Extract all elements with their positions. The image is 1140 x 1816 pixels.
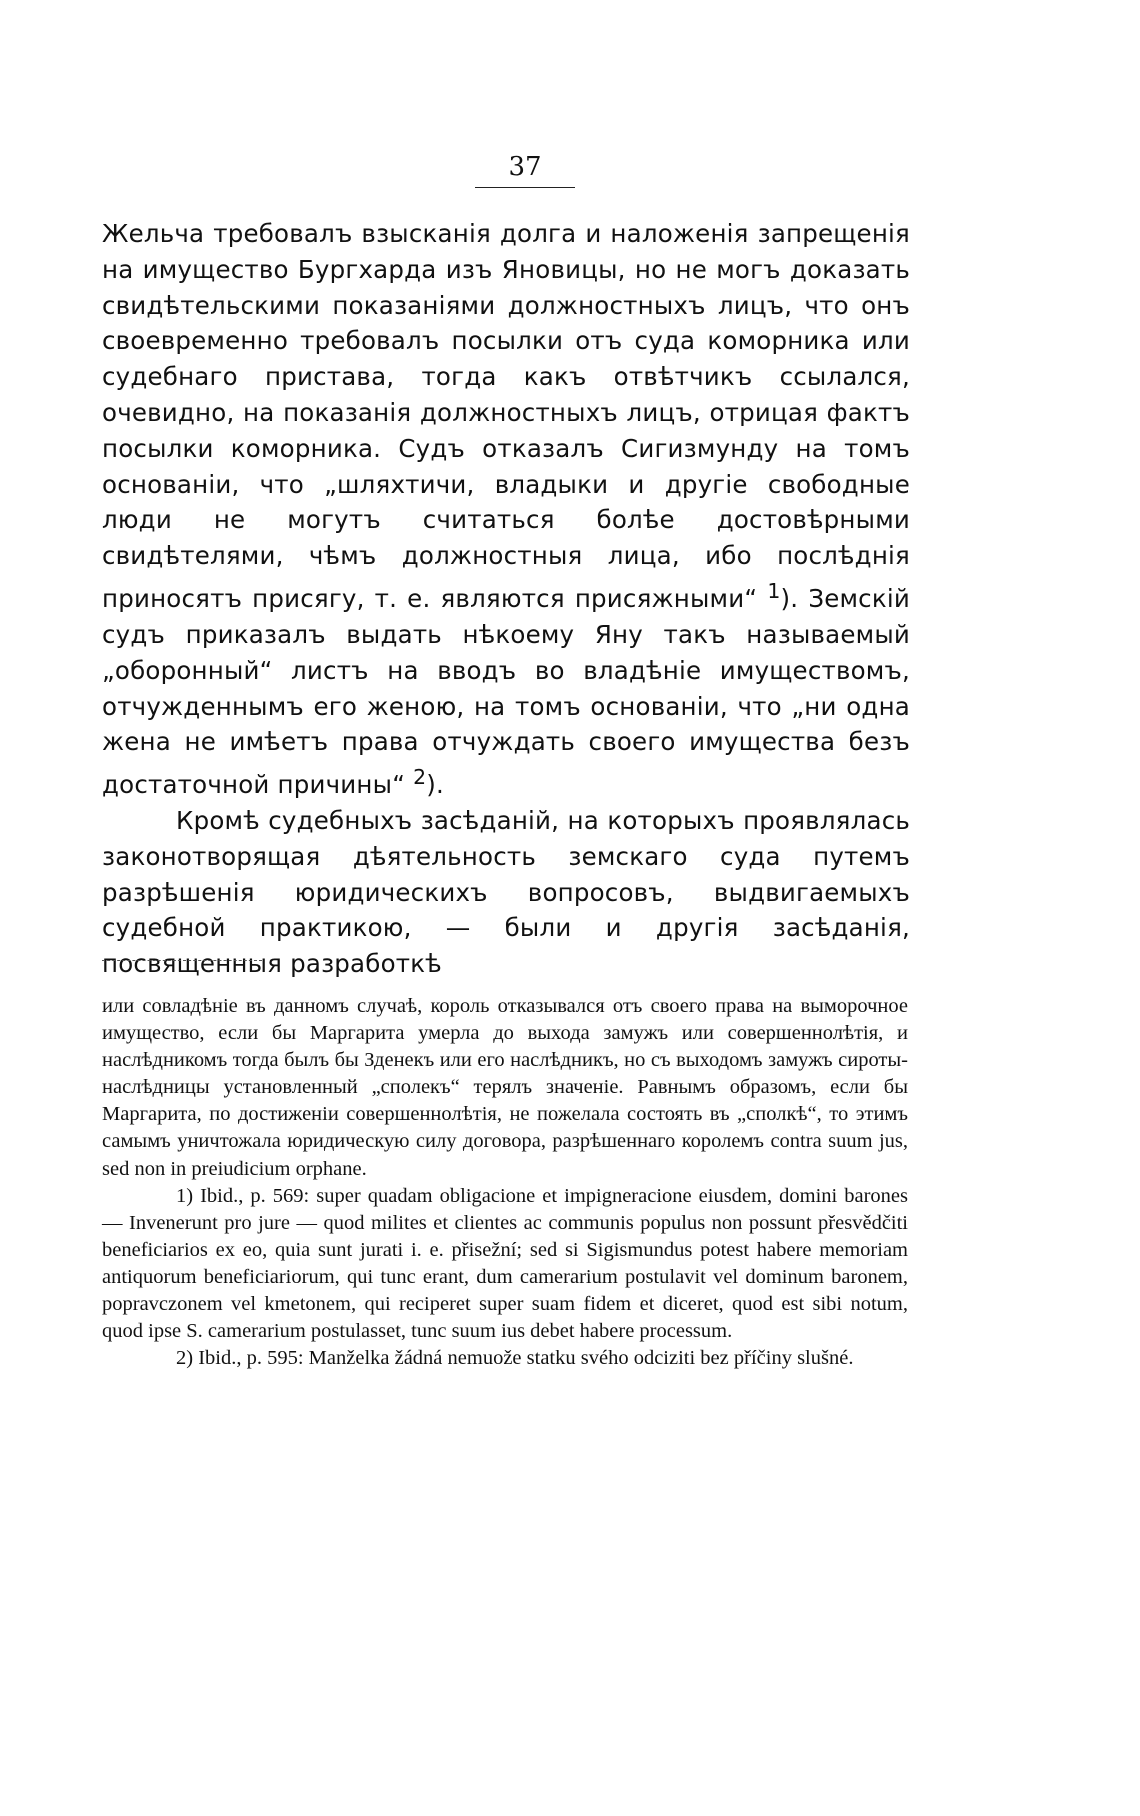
footnote-2: 2) Ibid., p. 595: Manželka žádná nemuože statku svého odciziti bez příčiny slušné.	[176, 1347, 854, 1370]
paragraph-1-text-a: Жельча требовалъ взысканія долга и наложенія запрещенія на имущество Бургхарда изъ Яновицы, но не могъ доказать свидѣтельскими показаніями должностныхъ лицъ, что онъ своевременно требовалъ посылки отъ суда коморника или судебнаго пристава, тогда какъ отвѣтчикъ ссылался, очевидно, на показанія должностныхъ лицъ, отрицая фактъ посылки коморника. Судъ отказалъ Сигизмунду на томъ основаніи, что „шляхтичи, владыки и другіе свободные люди не могутъ считаться болѣе достовѣрными свидѣтелями, чѣмъ должностныя лица, ибо послѣднія приносятъ присягу, т. е. являются присяжными“	[102, 219, 910, 614]
paragraph-1-text-b: ). Земскій судъ приказалъ выдать нѣкоему Яну такъ называемый „оборонный“ листъ на вводъ во владѣніе имуществомъ, отчужденнымъ его женою, на томъ основаніи, что „ни одна жена не имѣетъ права отчуждать своего имущества безъ достаточной причины“	[102, 584, 910, 800]
paragraph-2: Кромѣ судебныхъ засѣданій, на которыхъ проявлялась законотворящая дѣятельность земскаго суда путемъ разрѣшенія юридическихъ вопросовъ, выдвигаемыхъ судебной практикою, — были и другія засѣданія, посвященныя разработкѣ	[102, 806, 910, 979]
footnote-1: 1) Ibid., p. 569: super quadam obligacione et impigneracione eiusdem, domini barones — Invenerunt pro jure — quod milites et clientes ac communis populus non possunt přesvědčiti beneficiarios ex eo, quia sunt jurati i. e. přisežní; sed si Sigismundus potest habere memoriam antiquorum beneficiariorum, qui tunc erant, dum camerarium postulavit vel dominum baronem, popravczonem vel kmetonem, qui reciperet super suam fidem et diceret, quod est sibi notum, quod ipse S. camerarium postulasset, tunc suum ius debet habere processum.	[102, 1184, 908, 1343]
page-number-rule	[475, 187, 575, 188]
footnote-continued: или совладѣніе въ данномъ случаѣ, король отказывался отъ своего права на выморочное имущество, если бы Маргарита умерла до выхода замужъ или совершеннолѣтія, и наслѣдникомъ тогда былъ бы Зденекъ или его наслѣдникъ, но съ выходомъ замужъ сироты-наслѣдницы установленный „сполекъ“ терялъ значеніе. Равнымъ образомъ, если бы Маргарита, по достиженіи совершеннолѣтія, не пожелала состоять въ „сполкѣ“, то этимъ самымъ уничтожала юридическую силу договора, разрѣшеннаго королемъ contra suum jus, sed non in preiudicium orphane.	[102, 995, 908, 1180]
footnote-separator	[102, 960, 262, 961]
paragraph-1	[102, 216, 910, 803]
footnote-ref-1: 1	[767, 578, 781, 603]
page-number: 37	[508, 152, 542, 182]
footnotes	[102, 993, 908, 1372]
main-text	[102, 216, 910, 982]
paragraph-1-text-c: ).	[426, 770, 445, 800]
footnote-ref-2: 2	[413, 765, 427, 790]
